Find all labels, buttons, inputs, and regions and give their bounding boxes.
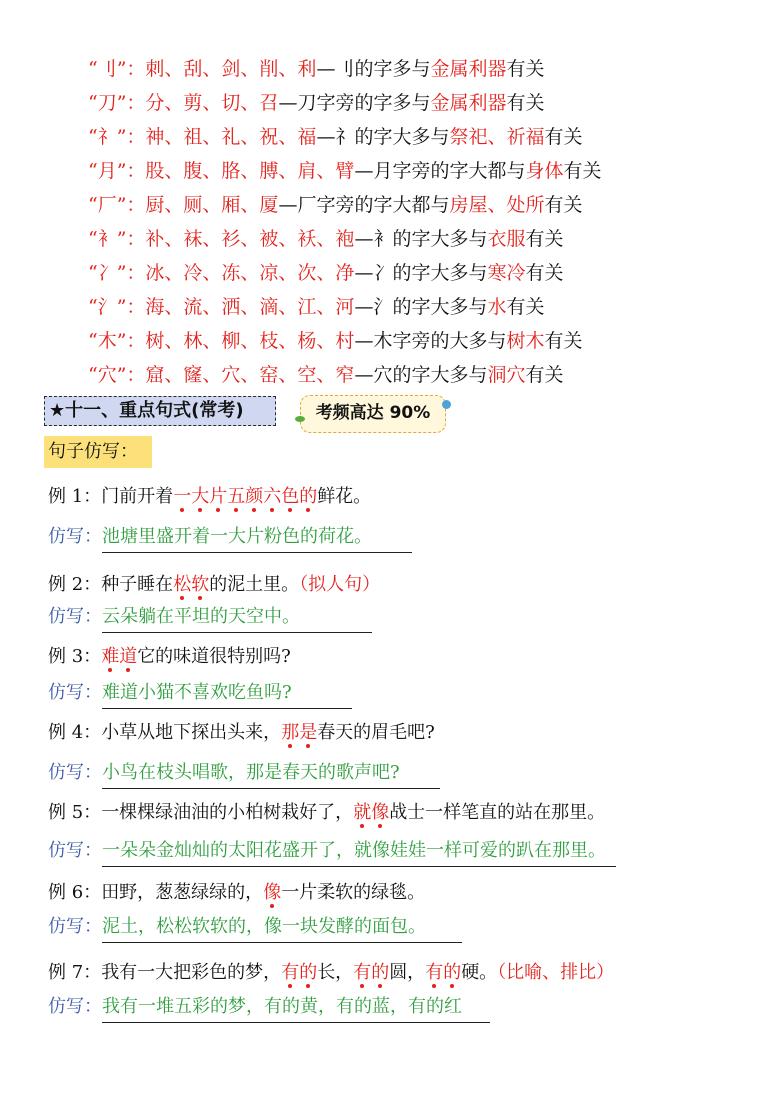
radical-text: “穴”：窟、窿、穴、窑、空、窄: [88, 364, 355, 386]
sentence-text: 的泥土里。: [209, 574, 300, 595]
radical-text: “氵”：海、流、洒、滴、江、河: [88, 296, 355, 318]
radical-text: 有关: [544, 126, 583, 148]
imitation-label: 仿写：: [48, 606, 102, 627]
imitation-label: 仿写：: [48, 840, 102, 861]
highlighted-phrase: 有的: [425, 962, 462, 983]
radical-text: 祭祀、祈福: [449, 126, 545, 148]
example-label: 例 4：: [48, 722, 102, 743]
radical-text: —厂字旁的字大都与: [278, 194, 450, 216]
radical-row: [88, 358, 601, 392]
radical-text: “厂”：厨、厕、厢、厦: [88, 194, 279, 216]
radical-text: —月字旁的字大都与: [354, 160, 526, 182]
radical-text: —刀字旁的字多与: [278, 92, 431, 114]
example-label: 例 5：: [48, 802, 102, 823]
radical-text: “礻”：神、祖、礼、祝、福: [88, 126, 317, 148]
sentence-text: 田野，葱葱绿绿的，: [101, 882, 264, 903]
radical-text: “衤”：补、袜、衫、被、袄、袍: [88, 228, 355, 250]
highlighted-phrase: 一大片五颜六色的: [173, 486, 318, 507]
highlighted-phrase: 松软: [173, 574, 210, 595]
radical-text: —冫的字大多与: [354, 262, 488, 284]
imitation-answer: 池塘里盛开着一大片粉色的荷花。: [102, 524, 412, 553]
radical-text: —刂的字多与: [316, 58, 431, 80]
radical-text: “木”：树、林、柳、枝、杨、村: [88, 330, 355, 352]
leaf-decoration-icon: [295, 416, 305, 422]
sentence-text: 门前开着: [101, 486, 174, 507]
highlighted-phrase: 有的: [281, 962, 318, 983]
radical-row: [88, 52, 601, 86]
radical-row: [88, 222, 601, 256]
imitation-answer: 一朵朵金灿灿的太阳花盛开了，就像娃娃一样可爱的趴在那里。: [102, 838, 616, 867]
radical-text: 洞穴: [487, 364, 526, 386]
sentence-text: 长，: [317, 962, 354, 983]
sentence-type-note: （拟人句）: [299, 574, 381, 595]
radical-row: [88, 188, 601, 222]
sentence-type-note: （比喻、排比）: [497, 962, 615, 983]
example-label: 例 2：: [48, 574, 102, 595]
radical-text: 有关: [506, 58, 545, 80]
imitation-answer: 难道小猫不喜欢吃鱼吗?: [102, 680, 352, 709]
radical-text: 寒冷: [487, 262, 526, 284]
sentence-text: 我有一大把彩色的梦，: [101, 962, 282, 983]
imitation-line: [48, 994, 490, 1020]
example-label: 例 3：: [48, 646, 102, 667]
example-sentence: [48, 644, 291, 670]
radical-row: [88, 86, 601, 120]
highlighted-phrase: 有的: [353, 962, 390, 983]
imitation-line: [48, 680, 352, 706]
radical-text: —穴的字大多与: [354, 364, 488, 386]
radical-text: 树木: [506, 330, 545, 352]
radical-text: 有关: [506, 296, 545, 318]
radical-text: 有关: [525, 228, 564, 250]
radical-row: [88, 120, 601, 154]
radical-row: [88, 154, 601, 188]
radical-text: “刂”：刺、刮、剑、削、利: [88, 58, 317, 80]
imitation-answer: 云朵躺在平坦的天空中。: [102, 604, 372, 633]
imitation-answer: 小鸟在枝头唱歌，那是春天的歌声吧?: [102, 760, 440, 789]
radical-text: 金属利器: [430, 92, 507, 114]
imitation-answer: 我有一堆五彩的梦，有的黄，有的蓝，有的红: [102, 994, 490, 1023]
radical-text: 有关: [544, 330, 583, 352]
section-title: ★十一、重点句式(常考): [44, 396, 276, 426]
radical-text: 有关: [544, 194, 583, 216]
bird-decoration-icon: [442, 400, 451, 409]
highlighted-phrase: 像: [263, 882, 282, 903]
example-sentence: [48, 960, 614, 986]
radical-text: —礻的字大多与: [316, 126, 450, 148]
imitation-label: 仿写：: [48, 762, 102, 783]
sentence-text: 一片柔软的绿毯。: [281, 882, 426, 903]
sentence-text: 春天的眉毛吧?: [317, 722, 435, 743]
radical-text: 有关: [506, 92, 545, 114]
imitation-answer: 泥土，松松软软的，像一块发酵的面包。: [102, 914, 462, 943]
radical-text: 房屋、处所: [449, 194, 545, 216]
radical-text: —氵的字大多与: [354, 296, 488, 318]
sentence-text: 小草从地下探出头来，: [101, 722, 282, 743]
radical-text: —衤的字大多与: [354, 228, 488, 250]
sentence-text: 圆，: [389, 962, 426, 983]
sentence-text: 鲜花。: [317, 486, 372, 507]
imitation-line: [48, 914, 462, 940]
radical-text: “月”：股、腹、胳、膊、肩、臂: [88, 160, 355, 182]
radical-row: [88, 324, 601, 358]
radical-text: 金属利器: [430, 58, 507, 80]
subsection-title: 句子仿写：: [44, 436, 152, 468]
sentence-text: 它的味道很特别吗?: [137, 646, 291, 667]
example-label: 例 6：: [48, 882, 102, 903]
radical-text: 身体: [525, 160, 564, 182]
radical-text: “刀”：分、剪、切、召: [88, 92, 279, 114]
imitation-label: 仿写：: [48, 682, 102, 703]
sentence-text: 战士一样笔直的站在那里。: [389, 802, 606, 823]
imitation-line: [48, 760, 440, 786]
imitation-line: [48, 604, 372, 630]
example-sentence: [48, 800, 605, 826]
sentence-text: 种子睡在: [101, 574, 174, 595]
radical-text: 有关: [525, 364, 564, 386]
imitation-label: 仿写：: [48, 996, 102, 1017]
radical-text: “冫”：冰、冷、冻、凉、次、净: [88, 262, 355, 284]
sentence-text: 硬。: [461, 962, 498, 983]
radical-row: [88, 290, 601, 324]
example-label: 例 1：: [48, 486, 102, 507]
radical-text: 水: [487, 296, 507, 318]
sentence-text: 一棵棵绿油油的小柏树栽好了，: [101, 802, 354, 823]
radical-text: 有关: [525, 262, 564, 284]
highlighted-phrase: 就像: [353, 802, 390, 823]
radical-list: [88, 52, 601, 392]
frequency-badge-text: 考频高达 90%: [315, 403, 431, 423]
example-sentence: [48, 720, 435, 746]
radical-text: 有关: [563, 160, 602, 182]
highlighted-phrase: 那是: [281, 722, 318, 743]
example-sentence: [48, 880, 425, 906]
imitation-label: 仿写：: [48, 526, 102, 547]
example-sentence: [48, 572, 380, 598]
imitation-line: [48, 838, 616, 864]
highlighted-phrase: 难道: [101, 646, 138, 667]
imitation-line: [48, 524, 412, 550]
frequency-badge: [300, 395, 446, 433]
radical-text: 衣服: [487, 228, 526, 250]
example-label: 例 7：: [48, 962, 102, 983]
radical-text: —木字旁的大多与: [354, 330, 507, 352]
imitation-label: 仿写：: [48, 916, 102, 937]
example-sentence: [48, 484, 371, 510]
radical-row: [88, 256, 601, 290]
